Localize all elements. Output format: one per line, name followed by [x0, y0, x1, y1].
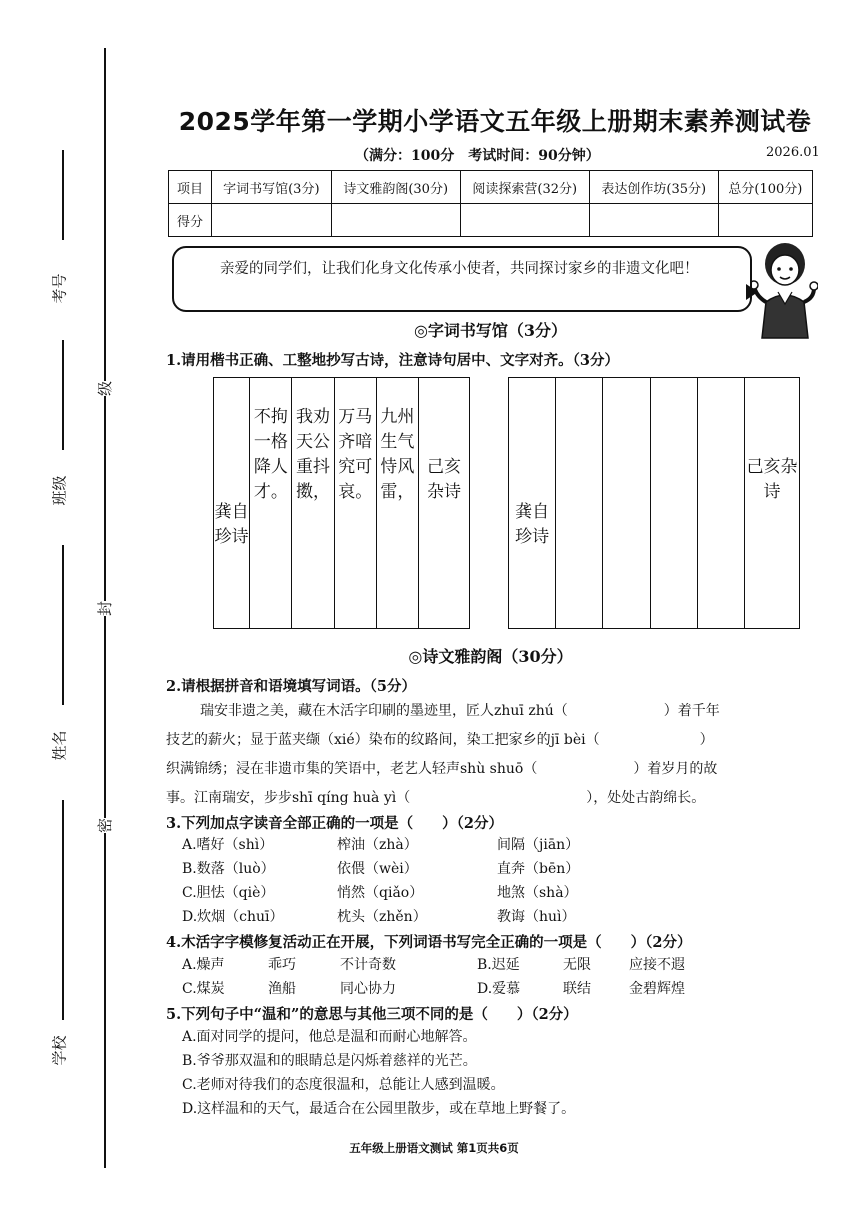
score-table-cell: 总分(100分): [718, 171, 812, 204]
score-input-cell[interactable]: [460, 204, 589, 237]
school-underline: [62, 800, 64, 1020]
score-input-cell[interactable]: [718, 204, 812, 237]
school-label: 学校: [50, 1035, 69, 1066]
q3-option-b[interactable]: B.数落（luò） 依偎（wèi） 直奔（bēn）: [182, 861, 580, 877]
q3-option-a[interactable]: A.嗜好（shì） 榨油（zhà） 间隔（jiān）: [182, 837, 580, 853]
copy-poem-author: 龚自珍诗: [515, 502, 550, 547]
class-label: 班级: [50, 475, 69, 506]
q5-option-b[interactable]: B.爷爷那双温和的眼睛总是闪烁着慈祥的光芒。: [182, 1053, 477, 1069]
score-table-cell: 表达创作坊(35分): [589, 171, 718, 204]
question-3: 3.下列加点字读音全部正确的一项是（ ）（2分）: [166, 815, 503, 832]
q4-option-d[interactable]: D.爱慕 联结 金碧辉煌: [477, 981, 685, 997]
q2-line-2: 技艺的薪火；显于蓝夹缬（xié）染布的纹路间，染工把家乡的jī bèi（ ）: [166, 732, 714, 748]
score-table-score-row: [169, 204, 813, 237]
poem-model-box: [213, 377, 470, 629]
exam-subtitle: （满分：100分 考试时间：90分钟）: [355, 148, 600, 164]
q5-options: [182, 1026, 575, 1122]
copy-column[interactable]: [556, 378, 603, 628]
section1-title: ◎字词书写馆（3分）: [413, 321, 568, 340]
name-underline: [62, 545, 64, 705]
poem-line-3: 我劝天公重抖擞，: [296, 407, 331, 502]
seal-char: 封: [96, 600, 115, 617]
question-2: 2.请根据拼音和语境填写词语。（5分）: [166, 678, 416, 695]
q2-line-3: 织满锦绣；浸在非遗市集的笑语中，老艺人轻声shù shuō（ ）着岁月的故: [166, 761, 718, 777]
poem-author: 龚自珍诗: [214, 502, 249, 547]
q5-option-d[interactable]: D.这样温和的天气，最适合在公园里散步，或在草地上野餐了。: [182, 1101, 576, 1117]
poem-line-1: 九州生气恃风雷，: [380, 407, 415, 502]
score-input-cell[interactable]: [331, 204, 460, 237]
copy-column[interactable]: [651, 378, 698, 628]
exam-title: 2025学年第一学期小学语文五年级上册期末素养测试卷: [178, 107, 812, 136]
score-table-cell: 项目: [169, 171, 212, 204]
exam-no-label: 考号: [50, 273, 69, 304]
q4-options: [182, 954, 685, 1002]
question-1: 1.请用楷书正确、工整地抄写古诗，注意诗句居中、文字对齐。（3分）: [166, 352, 619, 369]
q3-option-d[interactable]: D.炊烟（chuī） 枕头（zhěn） 教诲（huì）: [182, 909, 576, 925]
score-input-cell[interactable]: [589, 204, 718, 237]
grade-char: 级: [96, 380, 115, 397]
q2-line-4: 事。江南瑞安，步步shī qíng huà yì（ ），处处古韵绵长。: [166, 790, 706, 806]
speech-bubble-text: 亲爱的同学们，让我们化身文化传承小使者，共同探讨家乡的非遗文化吧！: [220, 261, 699, 277]
score-table-cell: 诗文雅韵阁(30分): [331, 171, 460, 204]
q5-option-c[interactable]: C.老师对待我们的态度很温和，总能让人感到温暖。: [182, 1077, 505, 1093]
q4-option-a[interactable]: A.燥声 乖巧 不计奇数: [182, 957, 396, 973]
q4-option-c[interactable]: C.煤炭 渔船 同心协力: [182, 981, 396, 997]
exam-date: 2026.01: [766, 145, 820, 160]
poem-copy-box: [508, 377, 800, 629]
page-footer: 五年级上册语文测试 第1页共6页: [349, 1141, 519, 1155]
score-input-cell[interactable]: [212, 204, 332, 237]
question-4: 4.木活字字模修复活动正在开展，下列词语书写完全正确的一项是（ ）（2分）: [166, 934, 692, 951]
q3-option-c[interactable]: C.胆怯（qiè） 悄然（qiǎo） 地煞（shà）: [182, 885, 578, 901]
question-5: 5.下列句子中“温和”的意思与其他三项不同的是（ ）（2分）: [166, 1006, 578, 1023]
copy-column[interactable]: [603, 378, 650, 628]
poem-line-2: 万马齐喑究可哀。: [338, 407, 373, 502]
score-table-cell: 阅读探索营(32分): [460, 171, 589, 204]
copy-poem-title: 己亥杂诗: [746, 457, 798, 502]
q5-option-a[interactable]: A.面对同学的提问，他总是温和而耐心地解答。: [182, 1029, 477, 1045]
q4-option-b[interactable]: B.迟延 无限 应接不遐: [477, 957, 685, 973]
score-table: [168, 170, 813, 237]
poem-title: 己亥杂诗: [426, 457, 461, 502]
exam-no-underline: [62, 150, 64, 240]
score-table-cell: 字词书写馆(3分): [212, 171, 332, 204]
q3-options: [182, 834, 579, 930]
poem-line-4: 不拘一格降人才。: [253, 407, 288, 502]
class-underline: [62, 340, 64, 450]
line-char: 密: [96, 817, 115, 834]
q2-line-1: 瑞安非遗之美，藏在木活字印刷的墨迹里，匠人zhuī zhú（ ）着千年: [200, 703, 720, 719]
score-table-cell: 得分: [169, 204, 212, 237]
score-table-header-row: [169, 171, 813, 204]
section2-title: ◎诗文雅韵阁（30分）: [408, 647, 573, 666]
copy-column[interactable]: [698, 378, 745, 628]
name-label: 姓名: [50, 730, 69, 761]
